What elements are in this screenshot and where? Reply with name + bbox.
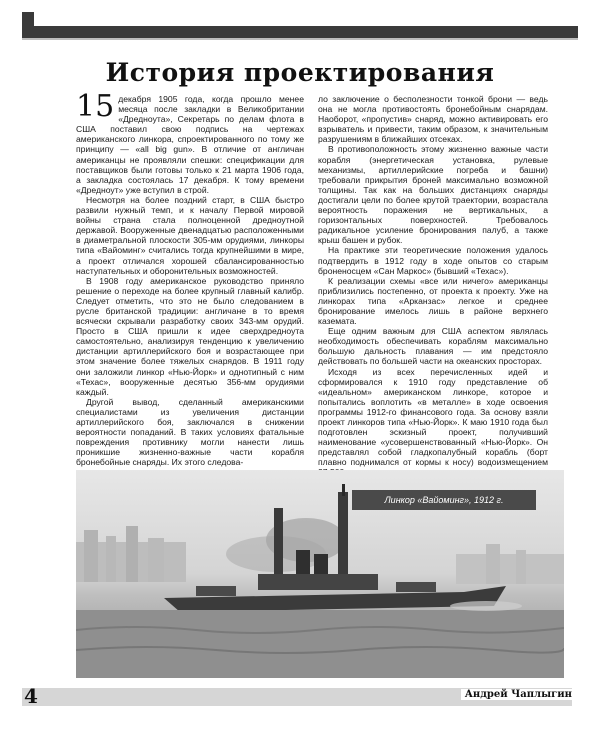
left-column: [76, 89, 304, 468]
right-column: [318, 94, 548, 478]
right-paragraph-3: На практике эти теоретические положения удалось подтвердить в 1912 году в ходе опытов со старым броненосцем «Сан Маркос» (бывший «Техас»).: [318, 245, 548, 276]
page-title: История проектирования: [105, 58, 495, 87]
page-number: 4: [24, 684, 38, 708]
author-name: Андрей Чаплыгин: [461, 689, 572, 700]
left-paragraph-2: Несмотря на более поздний старт, в США быстро развили нужный темп, и к началу Первой мировой войны страна стала полноценной дредноутной державой. Вооруженные двенадцатью расположенными в диаметральной плоскости 305-мм орудиями, линкоры типа «Вайоминг» считались тогда крупнейшими в мире, а проект отличался хорошей сбалансированностью наступательных и оборонительных возможностей.: [76, 194, 304, 276]
right-paragraph-1: ло заключение о бесполезности тонкой брони — ведь она не могла противостоять бронебойным снарядам. Наоборот, «пропустив» снаряд, можно активировать его взрыватель и привести, таким образом, к значительным разрушениям в ближайших отсеках.: [318, 94, 548, 145]
left-paragraph-1: [76, 89, 304, 195]
right-paragraph-2: В противоположность этому жизненно важные части корабля (энергетическая установка, рулевые механизмы, артиллерийские погреба и башни) требовали прикрытия броней максимально возможной толщины. Так как на больших дистанциях снаряды достигали цели по более крутой траектории, возрастала вероятность поражения не вертикальных, а горизонтальных поверхностей. Требовалось радикальное усиление бронирования палуб, а также крыш башен и рубок.: [318, 144, 548, 246]
right-paragraph-6: Исходя из всех перечисленных идей и сформировался к 1910 году представление об «идеальном» американском линкоре, которое и попытались воплотить «в металле» в ходе освоения программы 1912-го финансового года. За основу взяли проект линкоров типа «Нью-Йорк». К маю 1910 года был подготовлен эскизный проект, получивший наименование «усовершенствованный «Нью-Йорк». Он представлял собой гладкопалубный корабль (борт плавно поднимался от кормы к носу) водоизмещением: [318, 366, 548, 468]
left-paragraph-3: В 1908 году американское руководство приняло решение о переходе на более крупный главный калибр. Следует отметить, что это не было следованием в русле британской традиции: англичане в то время всячески скрывали разработку своих 343-мм орудий. Просто в США пришли к идее сверхдредноута самостоятельно, анализируя тенденцию к увеличению дистанции артиллерийского боя и возрастающее при этом значение более тяжелых снарядов. В 1911 году они заложили линкор «Нью-Йорк» и однотипный с ним «Техас», вооруженные десятью 356-мм орудиями каждый.: [76, 275, 304, 397]
photo-caption: Линкор «Вайоминг», 1912 г.: [352, 490, 536, 510]
right-paragraph-5: Еще одним важным для США аспектом являлась необходимость обеспечивать кораблям максимально большую дальность плавания — им предстояло действовать по большей части на океанских просторах.: [318, 326, 548, 367]
right-paragraph-4: К реализации схемы «все или ничего» американцы приблизились постепенно, от проекта к проекту. Уже на линкорах типа «Арканзас» легкое и среднее бронирование имелось лишь в районе верхнего каземата.: [318, 275, 548, 327]
drop-cap: 15: [76, 89, 115, 124]
header-bar: [22, 26, 578, 38]
left-paragraph-4: Другой вывод, сделанный американскими специалистами из увеличения дистанции артиллерийского боя, заключался в снижении вероятности попаданий. В таких условиях фатальные повреждения противнику могли нанести лишь проникшие жизненно-важные части корабля бронебойные снаряды. Их этого следова-: [76, 396, 304, 468]
left-paragraph-1-text: декабря 1905 года, когда прошло менее месяца после закладки в Великобритании «Дредноута», Секретарь по делам флота в США поставил свою подпись на чертежах американского линкора, спроектированного по тому же принципу — «all big gun». В отличие от англичан американцы не проявляли спешки: спецификации для поставщиков были готовы только к 21 марта 1906 года, а закладка состоялась 17 декабря. К тому времени «Дредноут» уже вступил в строй.: [76, 94, 304, 195]
